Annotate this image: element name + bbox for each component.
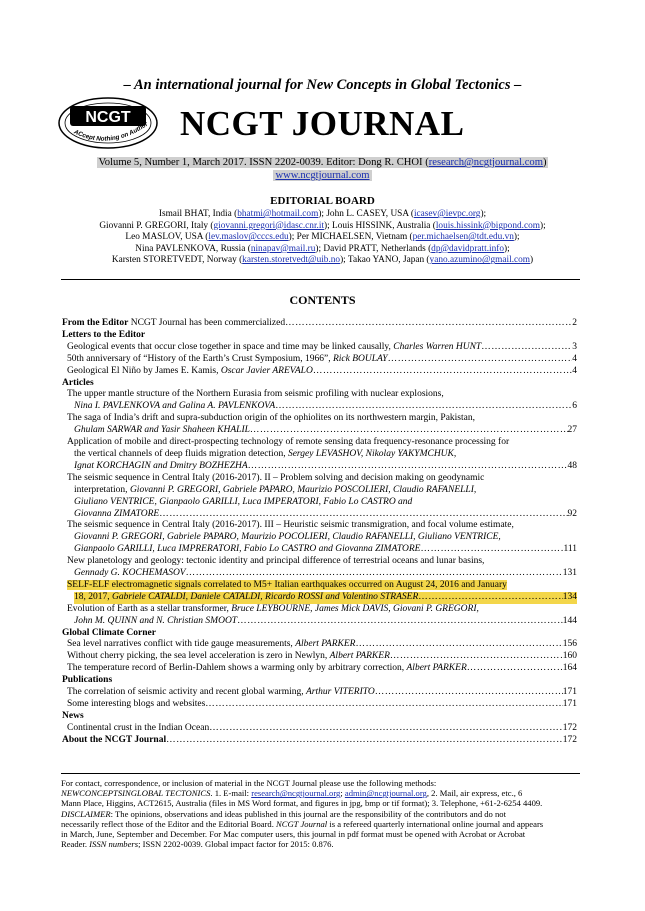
toc-entry[interactable] [62,544,577,556]
member-text: ); [480,209,487,219]
toc-title: The temperature record of Berlin-Dahlem shows a warming only by arbitrary correction, [67,663,407,674]
toc-title: Some interesting blogs and websites [67,699,206,709]
svg-text:NCGT: NCGT [85,109,131,126]
toc-entry[interactable] [62,699,577,711]
toc-entry[interactable] [62,497,577,509]
editorial-board-line [0,232,645,244]
member-text: ); Per MICHAELSEN, Vietnam ( [288,232,413,243]
ncgt-logo [56,95,160,151]
svg-text:ACcept Nothing on Authority: ACcept Nothing on Author [72,120,150,143]
toc-leader-dots [285,318,572,330]
toc-entry-text [67,651,390,663]
toc-title: Evolution of Earth as a stellar transformer, [67,603,232,614]
toc-title: interpretation, [74,484,130,495]
member-email-link[interactable]: ninapav@mail.ru [250,243,316,254]
toc-entry[interactable] [62,735,577,747]
toc-page-number: 144 [562,615,577,626]
toc-title: Sea level narratives conflict with tide gauge measurements, [67,639,296,650]
toc-page-number: 4 [572,365,577,376]
toc-entry[interactable] [62,556,577,568]
website-link[interactable]: www.ncgtjournal.com [275,170,370,181]
toc-page-number: 134 [562,591,577,602]
member-email-link[interactable]: lev.maslov@cccs.edu [208,232,289,243]
toc-entry[interactable] [62,425,577,437]
toc-entry-text [67,389,444,399]
toc-entry-text [67,580,507,590]
toc-entry[interactable] [62,437,577,449]
toc-leader-dots [159,509,567,521]
toc-authors: John M. QUINN and N. Christian SMOOT [74,615,238,626]
toc-page-number: 48 [567,460,577,471]
toc-title: New planetology and geology: tectonic identity and principal difference of terrestrial oceans and lunar basins, [67,556,485,567]
toc-title: The upper mantle structure of the Northern Eurasia from seismic profiling with nuclear explosions, [67,389,444,400]
editorial-board-line [0,244,645,256]
toc-entry-text [67,413,475,423]
toc-title: Application of mobile and direct-prospecting technology of remote sensing data frequency-resonance processing for [67,437,510,448]
toc-page-number: 172 [562,722,577,733]
toc-entry[interactable] [62,723,577,735]
toc-entry-text [62,735,166,747]
toc-entry[interactable] [62,401,577,413]
admin-email-link[interactable]: admin@ncgtjournal.org [344,788,427,799]
toc-entry-text [67,639,355,651]
toc-entry-text [67,699,205,711]
toc-entry-text [74,485,476,495]
toc-entry-text [74,497,412,507]
website-line [0,170,645,181]
toc-leader-dots [209,723,563,735]
toc-page-number: 171 [562,699,577,709]
member-text: Giovanni P. GREGORI, Italy ( [99,220,214,231]
member-text: Leo MASLOV, USA ( [125,232,209,243]
member-text: ); [513,232,520,243]
toc-entry-text [74,461,248,473]
editorial-board-title: EDITORIAL BOARD [270,195,375,207]
toc-entry-text [67,663,467,675]
toc-entry[interactable] [62,687,577,699]
member-text: ); Takao YANO, Japan ( [340,255,430,266]
toc-section-heading: Global Climate Corner [62,627,156,638]
toc-authors: Oscar Javier AREVALO [220,365,313,376]
toc-page-number: 2 [572,318,577,328]
toc-leader-dots [248,461,568,473]
member-email-link[interactable]: giovanni.gregori@idasc.cnr.it [213,220,325,231]
footer-line: For contact, correspondence, or inclusion of material in the NCGT Journal please use the following methods: [61,778,437,788]
toc-leader-dots [166,735,563,747]
editorial-board-line [0,221,645,233]
member-email-link[interactable]: icasev@ievpc.org [413,209,481,219]
member-email-link[interactable]: dp@davidpratt.info [431,243,505,254]
toc-authors: Giuliano VENTRICE, Gianpaolo GARILLI, Luca IMPERATORI, Fabio Lo CASTRO and [74,496,413,507]
toc-entry[interactable] [62,592,577,604]
toc-leader-dots [420,544,563,556]
member-text: ); John L. CASEY, USA ( [318,209,414,219]
footer-line: Mann Place, Higgins, ACT2615, Australia (files in MS Word format, and figures in jpg, bmp or tif format); 3. Telephone, +61-2-6254 4409. [61,798,543,809]
toc-leader-dots [390,651,563,663]
toc-title: Geological events that occur close together in space and time may be linked causally, [67,341,394,352]
toc-authors: Bruce LEYBOURNE, James Mick DAVIS, Giovani P. GREGORI, [231,603,479,614]
toc-entry-text [74,449,456,459]
toc-authors: Albert PARKER [295,639,356,650]
toc-page-number: 164 [562,663,577,674]
editorial-board-members [0,209,645,267]
bottom-divider [61,773,580,774]
toc-entry[interactable] [62,520,577,532]
member-email-link[interactable]: bhatmi@hotmail.com [237,209,319,219]
editorial-board-line [0,209,645,221]
toc-entry-text [74,616,237,628]
toc-page-number: 131 [562,568,577,579]
toc-entry[interactable] [62,449,577,461]
member-text: Ismail BHAT, India ( [158,209,238,219]
toc-entry-text [67,687,375,699]
toc-entry[interactable] [62,461,577,473]
member-text: Karsten STORETVEDT, Norway ( [111,255,243,266]
toc-entry-text [74,544,420,556]
toc-entry-text [67,342,481,354]
toc-section-heading: News [62,710,84,721]
toc-entry-heading: From the Editor [62,318,129,328]
toc-entry-text [74,509,159,521]
toc-entry-text [67,354,388,366]
toc-leader-dots [375,687,563,699]
toc-leader-dots [388,354,573,366]
toc-title: Geological El Niño by James E. Kamis, [67,365,221,376]
toc-section-heading: Publications [62,675,113,686]
toc-title: Without cherry picking, the sea level acceleration is zero in Newlyn, [67,651,330,662]
toc-entry-text [74,401,275,413]
member-text: ); Louis HISSINK, Australia ( [324,220,436,231]
toc-title: SELF-ELF electromagnetic signals correlated to M5+ Italian earthquakes occurred on August 24, 2016 and January [67,579,507,590]
toc-entry[interactable] [62,651,577,663]
toc-entry[interactable] [62,532,577,544]
toc-page-number: 160 [562,651,577,662]
toc-page-number: 27 [567,425,577,436]
toc-entry[interactable] [62,473,577,485]
toc-entry-text [74,592,418,604]
toc-page-number: 92 [567,508,577,519]
footer-line: necessarily reflect those of the Editor and the Editorial Board. NCGT Journal is a refereed quarterly international online journal and appears [61,818,544,829]
toc-entry[interactable] [62,663,577,675]
toc-authors: Albert PARKER [329,651,390,662]
toc-leader-dots [418,592,562,604]
toc-page-number: 6 [572,401,577,412]
toc-entry[interactable] [62,342,577,354]
toc-leader-dots [237,616,563,628]
toc-title: The saga of India’s drift and supra-subduction origin of the ophiolites on its northwestern margin, Pakistan, [67,413,475,424]
journal-tagline: – An international journal for New Concepts in Global Tectonics – [123,77,522,93]
toc-leader-dots [355,639,562,651]
member-email-link[interactable]: karsten.storetvedt@uib.no [242,255,341,266]
volume-line: Volume 5, Number 1, March 2017. ISSN 2202-0039. Editor: Dong R. CHOI (research@ncgtjournal.com) [98,157,547,168]
toc-title: 18, 2017, [74,591,112,602]
toc-entry-text [67,366,313,378]
toc-entry-text [67,556,484,566]
toc-authors: Giovanni P. GREGORI, Gabriele PAPARO, Maurizio POSCOLIERI, Claudio RAFANELLI, [129,484,477,495]
toc-title: NCGT Journal has been commercialized [128,318,286,328]
toc-authors: Sergey LEVASHOV, Nikolay YAKYMCHUK, [287,448,457,459]
top-divider [61,279,580,280]
footer-line: in March, June, September and December. For Mac computer users, this journal in pdf format must be opened with Acrobat or Acrobat [61,829,526,840]
toc-authors: Gianpaolo GARILLI, Luca IMPRERATORI, Fabio Lo CASTRO and Giovanna ZIMATORE [74,544,421,555]
toc-entry[interactable] [62,616,577,628]
toc-entry-text [67,520,514,530]
toc-page-number: 4 [572,353,577,364]
toc-entry-text [74,568,186,580]
toc-page-number: 156 [562,639,577,650]
toc-leader-dots [205,699,562,711]
toc-title: the vertical channels of deep fluids migration detection, [74,448,288,459]
footer-notice [61,778,586,849]
member-text: ); David PRATT, Netherlands ( [315,243,432,254]
member-email-link[interactable]: louis.hissink@bigpond.com [435,220,540,231]
toc-page-number: 172 [562,734,577,745]
toc-authors: Charles Warren HUNT [393,341,482,352]
toc-page-number: 171 [562,687,577,698]
toc-title: The correlation of seismic activity and recent global warming, [67,687,306,698]
toc-authors: Giovanni P. GREGORI, Gabriele PAPARO, Maurizio POCOLIERI, Claudio RAFANELLI, Giuliano VENTRICE, [74,532,501,543]
toc-authors: Arthur VITERITO [306,687,375,698]
toc-entry-text [62,318,285,330]
toc-authors: Gabriele CATALDI, Daniele CATALDI, Ricardo ROSSI and Valentino STRASER [112,591,419,602]
toc-title: 50th anniversary of “History of the Earth’s Crust Symposium, 1966”, [67,353,333,364]
toc-entry[interactable] [62,604,577,616]
toc-entry-heading: About the NCGT Journal [62,734,167,745]
toc-entry[interactable] [62,639,577,651]
editor-email-link[interactable]: research@ncgtjournal.com [428,157,543,168]
toc-leader-dots [481,342,572,354]
toc-authors: Albert PARKER [406,663,467,674]
toc-section-heading: Letters to the Editor [62,329,146,340]
toc-entry-text [67,473,484,483]
member-text: ); [539,220,546,231]
toc-entry[interactable] [62,389,577,401]
member-text: Nina PAVLENKOVA, Russia ( [135,243,251,254]
toc-entry-text [74,532,501,542]
journal-masthead: NCGT JOURNAL [180,104,465,143]
toc-authors: Nina I. PAVLENKOVA and Galina A. PAVLENKOVA [74,401,276,412]
member-email-link[interactable]: per.michaelsen@tdt.edu.vn [412,232,514,243]
toc-authors: Ignat KORCHAGIN and Dmitry BOZHEZHA [74,460,248,471]
toc-section-heading: Articles [62,377,94,388]
toc-authors: Gennady G. KOCHEMASOV [74,568,186,579]
member-text: ) [530,255,534,266]
editorial-board-line [0,255,645,267]
toc-title: Continental crust in the Indian Ocean [67,722,210,733]
contents-title: CONTENTS [289,293,356,307]
toc-entry[interactable] [62,509,577,521]
toc-page-number: 111 [563,544,577,555]
footer-line: DISCLAIMER: The opinions, observations and ideas published in this journal are the responsibility of the contributors and do not [61,808,506,819]
toc-entry-text [67,723,209,735]
toc-entry[interactable] [62,366,577,378]
toc-leader-dots [186,568,563,580]
toc-leader-dots [275,401,572,413]
toc-leader-dots [467,663,563,675]
research-email-link[interactable]: research@ncgtjournal.org [251,788,341,799]
toc-entry-text [67,604,479,614]
toc-entry[interactable] [62,318,577,330]
footer-line: Reader. ISSN numbers; ISSN 2202-0039. Global impact factor for 2015: 0.876. [61,839,334,850]
toc-entry-text [74,425,250,437]
toc-entry[interactable] [62,413,577,425]
toc-entry[interactable] [62,580,577,592]
toc-entry-text [67,437,509,447]
toc-authors: Giovanna ZIMATORE [74,508,160,519]
toc-entry[interactable] [62,568,577,580]
table-of-contents [62,318,577,747]
toc-leader-dots [250,425,568,437]
member-text: ); [504,243,510,254]
toc-leader-dots [313,366,572,378]
toc-authors: Rick BOULAY [332,353,388,364]
toc-title: The seismic sequence in Central Italy (2016-2017). III – Heuristic seismic transmigration, and focal volume estimate, [67,520,514,531]
toc-entry[interactable] [62,485,577,497]
toc-authors: Ghulam SARWAR and Yasir Shaheen KHALIL [74,425,250,436]
footer-line: NEWCONCEPTSINGLOBAL TECTONICS. 1. E-mail: research@ncgtjournal.org; admin@ncgtjournal.org, 2. Mail, air express, etc., 6 [61,788,523,799]
toc-title: The seismic sequence in Central Italy (2016-2017). II – Problem solving and decision making on geodynamic [67,472,485,483]
toc-page-number: 3 [572,341,577,352]
member-email-link[interactable]: yano.azumino@gmail.com [429,255,531,266]
toc-entry[interactable] [62,354,577,366]
